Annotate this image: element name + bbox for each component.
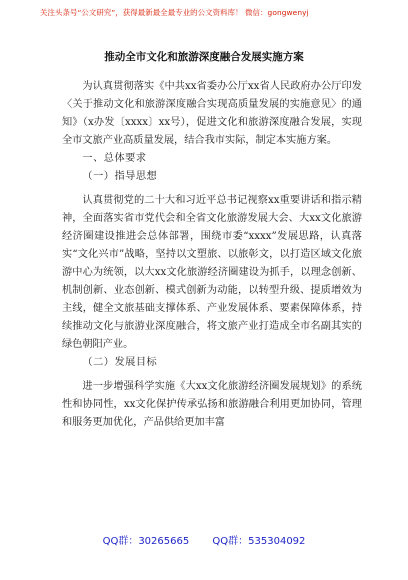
subsection-heading-development-goals: （二）发展目标 [82, 357, 158, 368]
qq-group-2: QQ群：535304092 [212, 536, 306, 547]
footer-contacts [0, 535, 408, 549]
subsection-heading-guiding-ideology: （一）指导思想 [82, 171, 158, 182]
guiding-ideology-paragraph: 认真贯彻党的二十大和习近平总书记视察xx重要讲话和指示精神，全面落实省市党代会和全省文化旅游发展大会、大xx文化旅游经济圈建设推进会总体部署，围绕市委“xxxx”发展思路，认真落实“文化兴市”战略，坚持以文塑旅、以旅彰文，以打造区域文化旅游中心为统领，以大xx文化旅游经济圈建设为抓手，以理念创新、机制创新、业态创新、模式创新为动能，以转型升级、提质增效为主线，健全文旅基础支撑体系、产业发展体系、要素保障体系，持续推动文化与旅游业深度融合，将文旅产业打造成全市名副其实的绿色朝阳产业。 [62, 195, 362, 350]
qq-group-1: QQ群：30265665 [102, 536, 190, 547]
section-heading-general-requirements: 一、总体要求 [82, 153, 147, 164]
development-goals-paragraph: 进一步增强科学实施《大xx文化旅游经济圈发展规划》的系统性和协同性，xx文化保护传承弘扬和旅游融合利用更加协同，管理和服务更加优化，产品供给更加丰富 [62, 381, 362, 428]
header-banner: 关注头条号“公文研究”，获得最新最全最专业的公文资料库！ 微信：gongwenyj [40, 8, 309, 17]
document-body [62, 78, 362, 432]
intro-paragraph: 为认真贯彻落实《中共xx省委办公厅xx省人民政府办公厅印发〈关于推动文化和旅游深度融合实现高质量发展的实施意见〉的通知》（x办发〔xxxx〕xx号），促进文化和旅游深度融合发展，实现全市文旅产业高质量发展，结合我市实际，制定本实施方案。 [62, 81, 362, 146]
document-title: 推动全市文化和旅游深度融合发展实施方案 [104, 51, 304, 63]
